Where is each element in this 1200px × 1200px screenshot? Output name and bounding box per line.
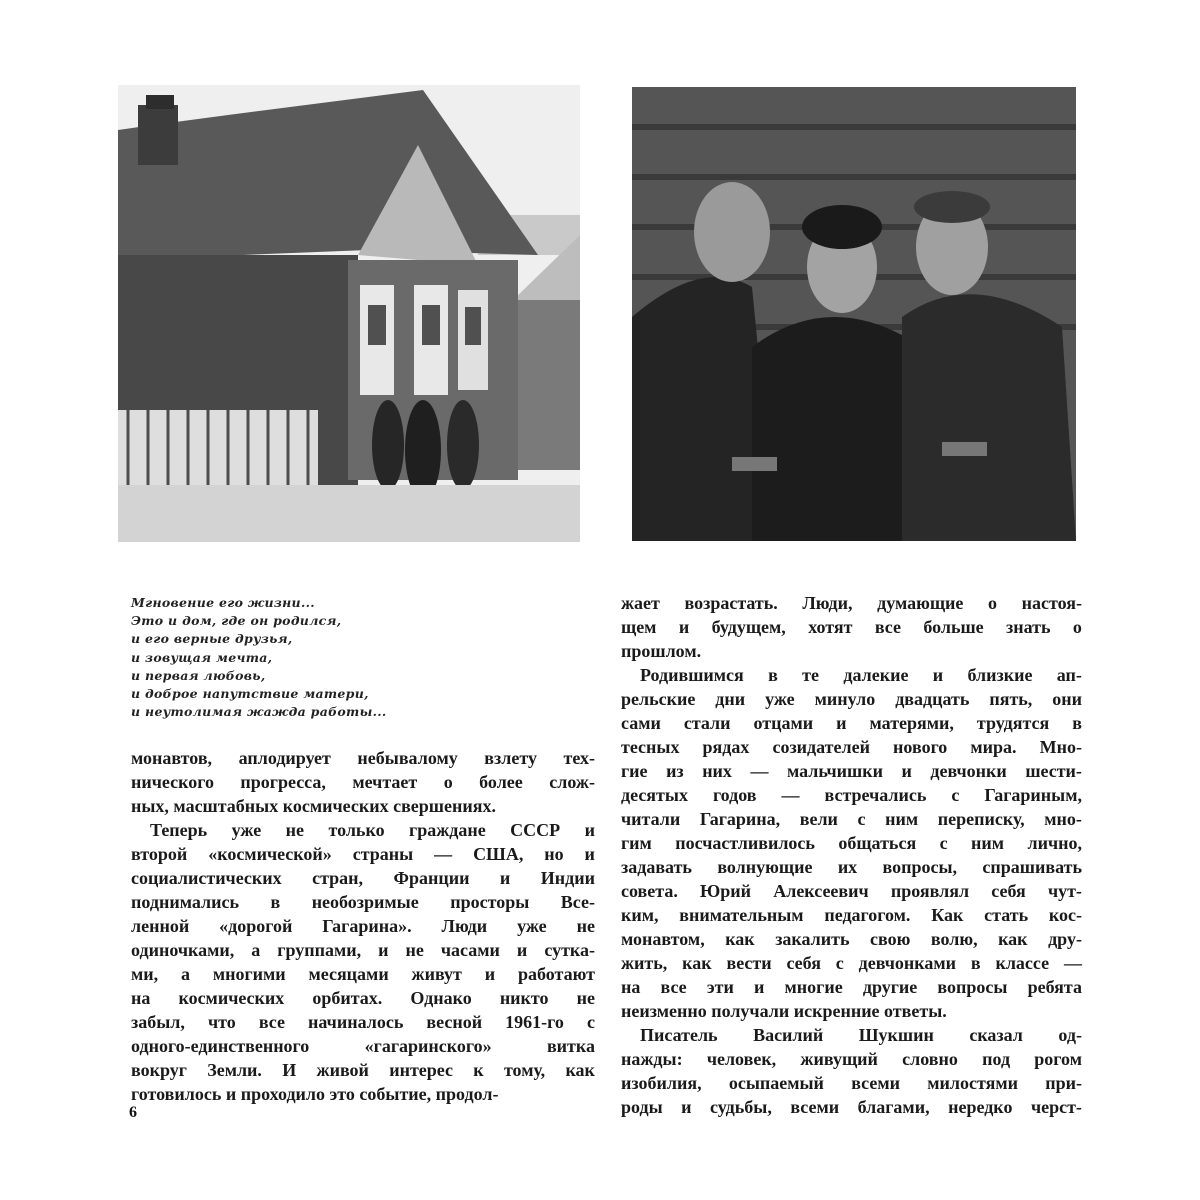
text-line: Писатель Василий Шукшин сказал од- (640, 1025, 1082, 1045)
text-line: Родившимся в те далекие и близкие ап- (640, 665, 1082, 685)
text-line: поднимались в необозримые просторы Все- (131, 892, 595, 912)
text-line: читали Гагарина, вели с ним переписку, мно- (621, 809, 1082, 829)
text-line: десятых годов — встречались с Гагариным, (621, 785, 1082, 805)
friends-illustration (632, 87, 1076, 541)
text-line: тесных рядах созидателей нового мира. Мно- (621, 737, 1082, 757)
text-line: Теперь уже не только граждане СССР и (150, 820, 595, 840)
text-line: задавать волнующие их вопросы, спрашивать (621, 857, 1082, 877)
text-line: роды и судьбы, всеми благами, нередко черст- (621, 1097, 1082, 1117)
text-line: ленной «дорогой Гагарина». Люди уже не (131, 916, 595, 936)
text-line: рельские дни уже минуло двадцать пять, они (621, 689, 1082, 709)
text-line: щем и будущем, хотят все больше знать о (621, 617, 1082, 637)
text-line: ных, масштабных космических свершениях. (131, 796, 496, 816)
text-line: сами стали отцами и матерями, трудятся в (621, 713, 1082, 733)
text-line: забыл, что все начиналось весной 1961-го с (131, 1012, 595, 1032)
text-line: неизменно получали искренние ответы. (621, 1001, 947, 1021)
house-illustration (118, 85, 580, 542)
right-text-column (621, 591, 1082, 1119)
text-line: совета. Юрий Алексеевич проявлял себя чут- (621, 881, 1082, 901)
text-line: нического прогресса, мечтает о более слож- (131, 772, 595, 792)
caption-line: и доброе напутствие матери, (131, 686, 369, 702)
text-line: социалистических стран, Франции и Индии (131, 868, 595, 888)
text-line: жить, как вести себя с девчонками в классе — (621, 953, 1082, 973)
house-photo (118, 85, 580, 542)
caption-line: и неутолимая жажда работы... (131, 704, 387, 720)
text-line: ми, а многими месяцами живут и работают (131, 964, 595, 984)
page-number: 6 (129, 1104, 137, 1121)
caption-line: и первая любовь, (131, 667, 266, 683)
text-line: вокруг Земли. И живой интерес к тому, как (131, 1060, 595, 1080)
caption-line: и его верные друзья, (131, 631, 293, 647)
text-line: одного-единственного «гагаринского» витка (131, 1036, 595, 1056)
text-line: на все эти и многие другие вопросы ребята (621, 977, 1082, 997)
text-line: гим посчастливилось общаться с ним лично, (621, 833, 1082, 853)
photo-caption (131, 594, 601, 721)
text-line: второй «космической» страны — США, но и (131, 844, 595, 864)
text-line: монавтом, как закалить свою волю, как дру- (621, 929, 1082, 949)
text-line: нажды: человек, живущий словно под рогом (621, 1049, 1082, 1069)
caption-line: Это и дом, где он родился, (131, 613, 342, 629)
text-line: монавтов, аплодирует небывалому взлету тех- (131, 748, 595, 768)
text-line: на космических орбитах. Однако никто не (131, 988, 595, 1008)
caption-line: Мгновение его жизни... (131, 595, 315, 610)
caption-line: и зовущая мечта, (131, 649, 273, 665)
text-line: прошлом. (621, 641, 702, 661)
friends-photo (632, 87, 1076, 541)
text-line: готовилось и проходило это событие, продол- (131, 1084, 499, 1104)
text-line: одиночками, а группами, и не часами и сутка- (131, 940, 595, 960)
text-line: жает возрастать. Люди, думающие о настоя- (621, 593, 1082, 613)
text-line: ким, внимательным педагогом. Как стать кос- (621, 905, 1082, 925)
text-line: изобилия, осыпаемый всеми милостями при- (621, 1073, 1082, 1093)
left-text-column (131, 746, 595, 1106)
text-line: гие из них — мальчишки и девчонки шести- (621, 761, 1082, 781)
